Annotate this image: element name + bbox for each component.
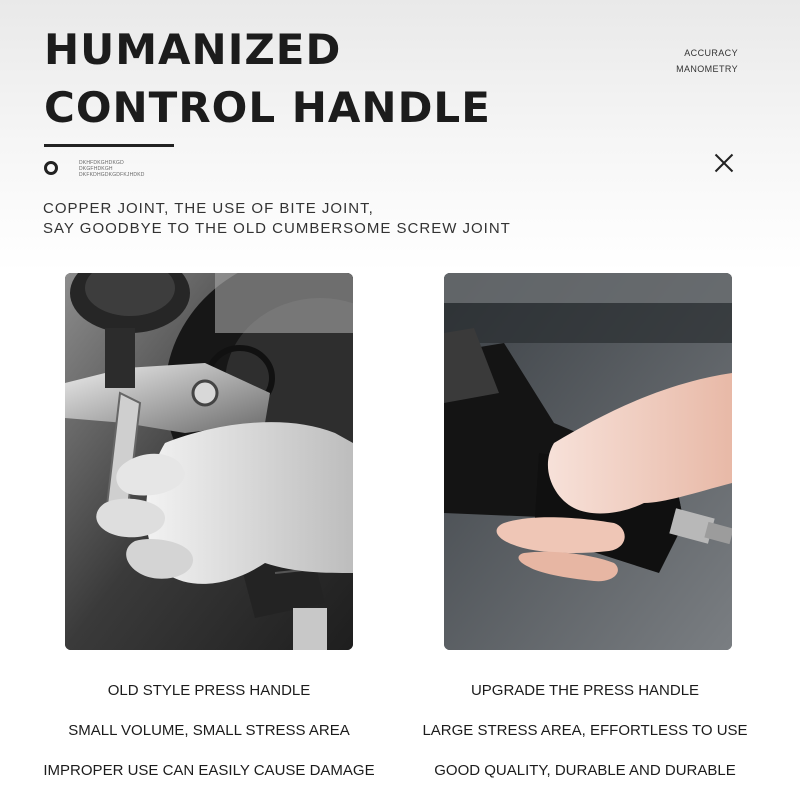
subtitle-line-2: SAY GOODBYE TO THE OLD CUMBERSOME SCREW JOINT [43, 220, 511, 237]
old-handle-photo [65, 273, 353, 650]
subtitle-line-1: COPPER JOINT, THE USE OF BITE JOINT, [43, 200, 374, 217]
old-handle-illustration [65, 273, 353, 650]
title-line-2: CONTROL HANDLE [44, 83, 491, 132]
circle-icon [44, 161, 58, 175]
old-handle-caption-1: OLD STYLE PRESS HANDLE [107, 682, 311, 699]
upgraded-handle-illustration [444, 273, 732, 650]
top-right-line-1: ACCURACY [684, 48, 738, 58]
top-right-line-2: MANOMETRY [676, 64, 738, 74]
old-handle-caption-2: SMALL VOLUME, SMALL STRESS AREA [68, 722, 350, 739]
upgraded-handle-caption-2: LARGE STRESS AREA, EFFORTLESS TO USE [422, 722, 748, 739]
subtitle [43, 199, 511, 239]
upgraded-handle-caption-3: GOOD QUALITY, DURABLE AND DURABLE [434, 762, 736, 779]
tiny-decorative-text [79, 160, 145, 178]
upgraded-handle-photo [444, 273, 732, 650]
top-right-label [676, 45, 738, 77]
title-line-1: HUMANIZED [44, 25, 342, 74]
old-handle-caption-3: IMPROPER USE CAN EASILY CAUSE DAMAGE [43, 762, 375, 779]
upgraded-handle-caption-1: UPGRADE THE PRESS HANDLE [470, 682, 700, 699]
close-icon[interactable] [712, 151, 736, 175]
tiny-line-2: DKGFHDKGH [79, 166, 113, 172]
title-underline [44, 144, 174, 147]
tiny-line-1: DKHFDKGHDKGD [79, 160, 124, 166]
tiny-line-3: DKFKDHGDKGDFKJHDKD [79, 172, 145, 178]
